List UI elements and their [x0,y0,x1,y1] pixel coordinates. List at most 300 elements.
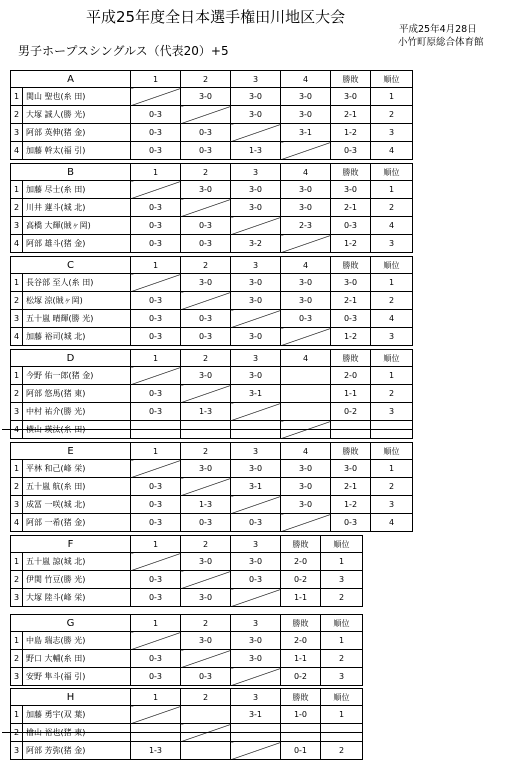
opponent-number: 4 [281,71,331,88]
group-table-d [10,349,413,439]
match-score: 3-1 [231,478,281,496]
match-score: 0-3 [181,142,231,160]
group-table-e [10,442,413,532]
match-score: 3-0 [231,274,281,292]
player-rank: 1 [371,181,413,199]
player-rank: 3 [321,668,363,686]
player-name: 加藤 幹太(福 引) [23,142,131,160]
match-score: 0-3 [131,199,181,217]
player-rank: 3 [371,124,413,142]
player-rank: 2 [321,589,363,607]
match-score: 0-3 [131,310,181,328]
group-name: A [11,71,131,88]
match-score: 0-3 [131,496,181,514]
self-match-cell [181,650,231,668]
record-header: 勝敗 [281,615,321,632]
match-score: 3-0 [231,328,281,346]
opponent-number: 1 [131,350,181,367]
match-score: 3-0 [231,292,281,310]
match-score: 0-3 [131,478,181,496]
match-score: 3-0 [281,199,331,217]
player-rank: 2 [371,478,413,496]
self-match-cell [281,514,331,532]
player-row [11,403,413,421]
player-rank: 2 [321,650,363,668]
player-row [11,142,413,160]
win-loss-record: 0-2 [331,403,371,421]
player-number: 4 [11,328,23,346]
tournament-venue: 小竹町原総合体育館 [398,37,484,48]
match-score: 0-3 [181,668,231,686]
win-loss-record: 2-1 [331,478,371,496]
match-score: 3-0 [231,650,281,668]
win-loss-record: 2-1 [331,199,371,217]
player-number: 2 [11,292,23,310]
player-row [11,742,363,760]
match-score: 0-3 [281,310,331,328]
opponent-number: 1 [131,615,181,632]
player-number: 1 [11,274,23,292]
player-row [11,460,413,478]
player-rank: 2 [371,106,413,124]
player-name: 大塚 陸斗(峰 栄) [23,589,131,607]
match-score: 0-3 [181,310,231,328]
group-header-row [11,350,413,367]
opponent-number: 2 [181,615,231,632]
player-rank: 4 [371,142,413,160]
group-header-row [11,257,413,274]
win-loss-record: 0-3 [331,514,371,532]
group-name: E [11,443,131,460]
opponent-number: 2 [181,164,231,181]
match-score: 3-0 [281,88,331,106]
rank-header: 順位 [371,443,413,460]
self-match-cell [131,460,181,478]
opponent-number: 1 [131,257,181,274]
opponent-number: 2 [181,71,231,88]
player-rank: 1 [321,632,363,650]
rank-header: 順位 [321,615,363,632]
match-score: 3-0 [181,460,231,478]
player-rank: 4 [371,310,413,328]
player-row [11,553,363,571]
self-match-cell [231,589,281,607]
match-score: 3-0 [181,88,231,106]
win-loss-record: 1-2 [331,124,371,142]
player-rank: 3 [371,403,413,421]
player-number: 1 [11,632,23,650]
match-score: 0-3 [181,514,231,532]
opponent-number: 3 [231,164,281,181]
group-name: F [11,536,131,553]
player-name: 長谷部 至人(糸 田) [23,274,131,292]
player-row [11,514,413,532]
match-score: 3-0 [181,274,231,292]
self-match-cell [181,106,231,124]
player-number: 4 [11,235,23,253]
rank-header: 順位 [371,257,413,274]
group-name: H [11,689,131,706]
group-header-row [11,536,363,553]
player-number: 3 [11,403,23,421]
player-number: 1 [11,706,23,724]
player-name: 阿部 英伸(猪 金) [23,124,131,142]
player-rank: 2 [371,199,413,217]
match-score: 0-3 [131,142,181,160]
match-score: 3-0 [281,274,331,292]
player-row [11,274,413,292]
player-name: 川井 蓮斗(城 北) [23,199,131,217]
player-row [11,235,413,253]
match-score: 0-3 [131,292,181,310]
win-loss-record: 1-0 [281,706,321,724]
match-score: 3-0 [281,292,331,310]
match-score: 3-0 [181,367,231,385]
match-score: 1-3 [231,142,281,160]
match-score: 0-3 [231,571,281,589]
player-number: 3 [11,668,23,686]
player-row [11,106,413,124]
self-match-cell [131,706,181,724]
opponent-number: 4 [281,350,331,367]
group-name: G [11,615,131,632]
match-score: 3-0 [231,88,281,106]
group-name: D [11,350,131,367]
match-score: 3-0 [281,460,331,478]
player-number: 3 [11,589,23,607]
player-name: 高橋 大輝(賊ヶ岡) [23,217,131,235]
rank-header: 順位 [371,350,413,367]
group-header-row [11,71,413,88]
record-header: 勝敗 [331,443,371,460]
match-score: 1-3 [181,403,231,421]
player-number: 3 [11,742,23,760]
player-rank: 1 [321,706,363,724]
win-loss-record: 2-0 [281,632,321,650]
match-score: 0-3 [131,235,181,253]
player-name: 中村 祐介(勝 光) [23,403,131,421]
match-score: 3-0 [231,181,281,199]
rank-header: 順位 [371,164,413,181]
self-match-cell [231,217,281,235]
match-score: 3-0 [231,460,281,478]
match-score: 0-3 [231,514,281,532]
player-rank: 1 [321,553,363,571]
win-loss-record: 0-3 [331,217,371,235]
self-match-cell [231,310,281,328]
self-match-cell [231,496,281,514]
opponent-number: 3 [231,689,281,706]
group-name: B [11,164,131,181]
player-row [11,367,413,385]
match-score: 3-0 [181,632,231,650]
self-match-cell [231,124,281,142]
opponent-number: 3 [231,443,281,460]
match-score: 3-0 [281,181,331,199]
player-rank: 1 [371,274,413,292]
opponent-number: 1 [131,536,181,553]
group-table-g [10,614,363,686]
event-title: 男子ホープスシングルス（代表20）+5 [18,44,229,58]
player-number: 3 [11,310,23,328]
player-number: 4 [11,142,23,160]
self-match-cell [281,235,331,253]
match-score [281,403,331,421]
record-header: 勝敗 [331,350,371,367]
player-row [11,668,363,686]
player-row [11,496,413,514]
win-loss-record: 0-2 [281,571,321,589]
win-loss-record: 3-0 [331,460,371,478]
match-score: 3-0 [281,106,331,124]
opponent-number: 4 [281,164,331,181]
self-match-cell [181,385,231,403]
win-loss-record: 2-1 [331,292,371,310]
record-header: 勝敗 [331,164,371,181]
player-number: 2 [11,650,23,668]
match-score: 0-3 [181,124,231,142]
win-loss-record: 0-3 [331,310,371,328]
tournament-date: 平成25年4月28日 [399,24,477,35]
player-rank: 2 [371,385,413,403]
win-loss-record: 1-2 [331,328,371,346]
opponent-number: 2 [181,689,231,706]
group-table-c [10,256,413,346]
rank-header: 順位 [321,689,363,706]
match-score: 0-3 [131,403,181,421]
player-row [11,571,363,589]
match-score: 3-0 [281,478,331,496]
player-row [11,632,363,650]
opponent-number: 1 [131,164,181,181]
self-match-cell [131,367,181,385]
match-score: 0-3 [131,106,181,124]
player-rank: 3 [321,571,363,589]
player-rank: 2 [371,292,413,310]
record-header: 勝敗 [281,689,321,706]
player-name: 野口 大輔(糸 田) [23,650,131,668]
rank-header: 順位 [321,536,363,553]
player-name: 五十嵐 諒(城 北) [23,553,131,571]
group-table-h [10,688,363,760]
self-match-cell [181,199,231,217]
self-match-cell [131,88,181,106]
player-name: 加藤 尽士(糸 田) [23,181,131,199]
match-score: 2-3 [281,217,331,235]
match-score: 1-3 [181,496,231,514]
player-number: 2 [11,571,23,589]
match-score: 3-0 [231,632,281,650]
opponent-number: 4 [281,257,331,274]
win-loss-record: 1-1 [281,650,321,668]
match-score [181,706,231,724]
player-number: 2 [11,106,23,124]
match-score: 0-3 [131,328,181,346]
player-name: 大塚 誠人(勝 光) [23,106,131,124]
player-name: 松塚 涼(賊ヶ岡) [23,292,131,310]
player-rank: 1 [371,460,413,478]
group-header-row [11,164,413,181]
opponent-number: 2 [181,257,231,274]
match-score: 3-0 [231,367,281,385]
match-score: 0-3 [131,385,181,403]
self-match-cell [181,292,231,310]
group-header-row [11,443,413,460]
player-name: 平林 和己(峰 栄) [23,460,131,478]
player-rank: 2 [321,742,363,760]
group-name: C [11,257,131,274]
opponent-number: 3 [231,350,281,367]
win-loss-record: 3-0 [331,88,371,106]
player-number: 1 [11,460,23,478]
match-score: 3-0 [181,181,231,199]
match-score: 0-3 [181,235,231,253]
match-score: 3-1 [231,706,281,724]
match-score: 0-3 [131,571,181,589]
self-match-cell [131,181,181,199]
player-rank: 3 [371,328,413,346]
opponent-number: 2 [181,350,231,367]
player-number: 4 [11,514,23,532]
player-name: 阿部 芳弥(猪 金) [23,742,131,760]
win-loss-record: 0-1 [281,742,321,760]
win-loss-record: 1-2 [331,235,371,253]
player-number: 3 [11,217,23,235]
player-row [11,310,413,328]
player-row [11,88,413,106]
player-name: 加藤 勇宇(双 葉) [23,706,131,724]
player-rank: 3 [371,496,413,514]
group-header-row [11,615,363,632]
win-loss-record: 0-2 [281,668,321,686]
match-score: 3-2 [231,235,281,253]
record-header: 勝敗 [331,71,371,88]
self-match-cell [131,553,181,571]
player-rank: 4 [371,514,413,532]
self-match-cell [181,571,231,589]
self-match-cell [281,328,331,346]
match-score: 0-3 [131,217,181,235]
self-match-cell [131,632,181,650]
match-score [281,367,331,385]
match-score: 3-0 [231,553,281,571]
player-number: 2 [11,478,23,496]
player-number: 3 [11,124,23,142]
win-loss-record: 2-0 [281,553,321,571]
match-score: 1-3 [131,742,181,760]
player-number: 1 [11,367,23,385]
match-score: 0-3 [181,328,231,346]
player-number: 1 [11,553,23,571]
self-match-cell [231,403,281,421]
player-row [11,199,413,217]
opponent-number: 2 [181,443,231,460]
player-name: 成冨 一咲(城 北) [23,496,131,514]
tournament-title: 平成25年度全日本選手権田川地区大会 [86,8,346,26]
player-row [11,181,413,199]
match-score: 3-1 [281,124,331,142]
match-score: 3-0 [181,553,231,571]
rank-header: 順位 [371,71,413,88]
player-name: 今野 佑一郎(猪 金) [23,367,131,385]
opponent-number: 3 [231,257,281,274]
player-rank: 3 [371,235,413,253]
player-row [11,328,413,346]
match-score: 0-3 [131,589,181,607]
group-table-f [10,535,363,607]
opponent-number: 3 [231,71,281,88]
win-loss-record: 3-0 [331,274,371,292]
match-score [181,742,231,760]
match-score: 0-3 [131,650,181,668]
match-score: 3-0 [231,106,281,124]
record-header: 勝敗 [281,536,321,553]
opponent-number: 1 [131,71,181,88]
player-rank: 4 [371,217,413,235]
player-name: 阿部 悠馬(猪 東) [23,385,131,403]
win-loss-record: 2-1 [331,106,371,124]
group-header-row [11,689,363,706]
self-match-cell [231,668,281,686]
match-score: 0-3 [131,514,181,532]
match-score: 3-0 [281,496,331,514]
group-table-b [10,163,413,253]
match-score: 0-3 [131,124,181,142]
player-name: 伊関 竹豆(勝 光) [23,571,131,589]
match-score [281,385,331,403]
win-loss-record: 3-0 [331,181,371,199]
opponent-number: 4 [281,443,331,460]
self-match-cell [281,142,331,160]
player-name: 加藤 裕司(城 北) [23,328,131,346]
match-score: 3-1 [231,385,281,403]
player-row [11,124,413,142]
player-number: 1 [11,181,23,199]
player-rank: 1 [371,367,413,385]
player-number: 2 [11,385,23,403]
match-score: 0-3 [181,217,231,235]
self-match-cell [181,478,231,496]
player-number: 1 [11,88,23,106]
player-row [11,706,363,724]
self-match-cell [231,742,281,760]
match-score: 3-0 [231,199,281,217]
opponent-number: 2 [181,536,231,553]
match-score: 3-0 [181,589,231,607]
match-score: 0-3 [131,668,181,686]
player-rank: 1 [371,88,413,106]
player-name: 中島 瑞志(勝 光) [23,632,131,650]
player-row [11,217,413,235]
player-name: 五十嵐 晴輝(勝 光) [23,310,131,328]
win-loss-record: 1-1 [281,589,321,607]
win-loss-record: 2-0 [331,367,371,385]
player-row [11,650,363,668]
group-table-a [10,70,413,160]
player-number: 3 [11,496,23,514]
player-name: 阿部 雄斗(猪 金) [23,235,131,253]
withdrawn-strikethrough [2,732,362,733]
withdrawn-strikethrough [2,429,412,430]
player-name: 関山 聖也(糸 田) [23,88,131,106]
record-header: 勝敗 [331,257,371,274]
opponent-number: 1 [131,443,181,460]
win-loss-record: 1-2 [331,496,371,514]
player-row [11,292,413,310]
opponent-number: 3 [231,536,281,553]
opponent-number: 3 [231,615,281,632]
win-loss-record: 1-1 [331,385,371,403]
